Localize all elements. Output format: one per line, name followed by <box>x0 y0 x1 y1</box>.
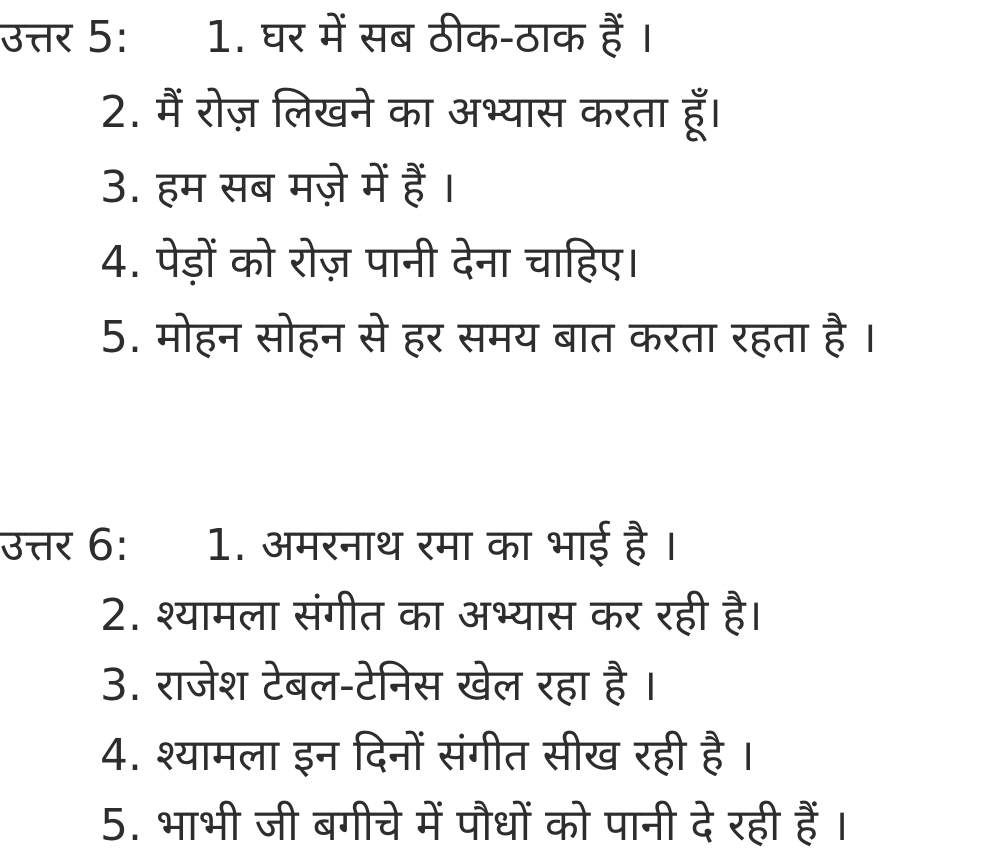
answer-section-5 <box>0 0 990 375</box>
answer-6-label: उत्तर 6: <box>0 520 130 571</box>
answer-5-item-4: 4. पेड़ों को रोज़ पानी देना चाहिए। <box>100 237 640 288</box>
answer-6-item-5: 5. भाभी जी बगीचे में पौधों को पानी दे रही हैं । <box>100 800 849 851</box>
answer-6-first-line <box>0 511 990 581</box>
answer-5-item-3: 3. हम सब मज़े में हैं । <box>100 162 456 213</box>
answer-section-6 <box>0 511 990 861</box>
answer-6-item-2: 2. श्यामला संगीत का अभ्यास कर रही है। <box>100 590 763 641</box>
answer-5-first-line <box>0 0 990 75</box>
answer-6-item-3: 3. राजेश टेबल-टेनिस खेल रहा है । <box>100 660 658 711</box>
answer-5-item-1: 1. घर में सब ठीक-ठाक हैं । <box>205 12 654 63</box>
answer-6-item-4: 4. श्यामला इन दिनों संगीत सीख रही है । <box>100 730 755 781</box>
answer-6-item-1: 1. अमरनाथ रमा का भाई है । <box>205 520 678 571</box>
answer-5-label: उत्तर 5: <box>0 12 130 63</box>
answer-5-item-5: 5. मोहन सोहन से हर समय बात करता रहता है । <box>100 312 877 363</box>
answer-5-item-2: 2. मैं रोज़ लिखने का अभ्यास करता हूँ। <box>100 87 722 138</box>
